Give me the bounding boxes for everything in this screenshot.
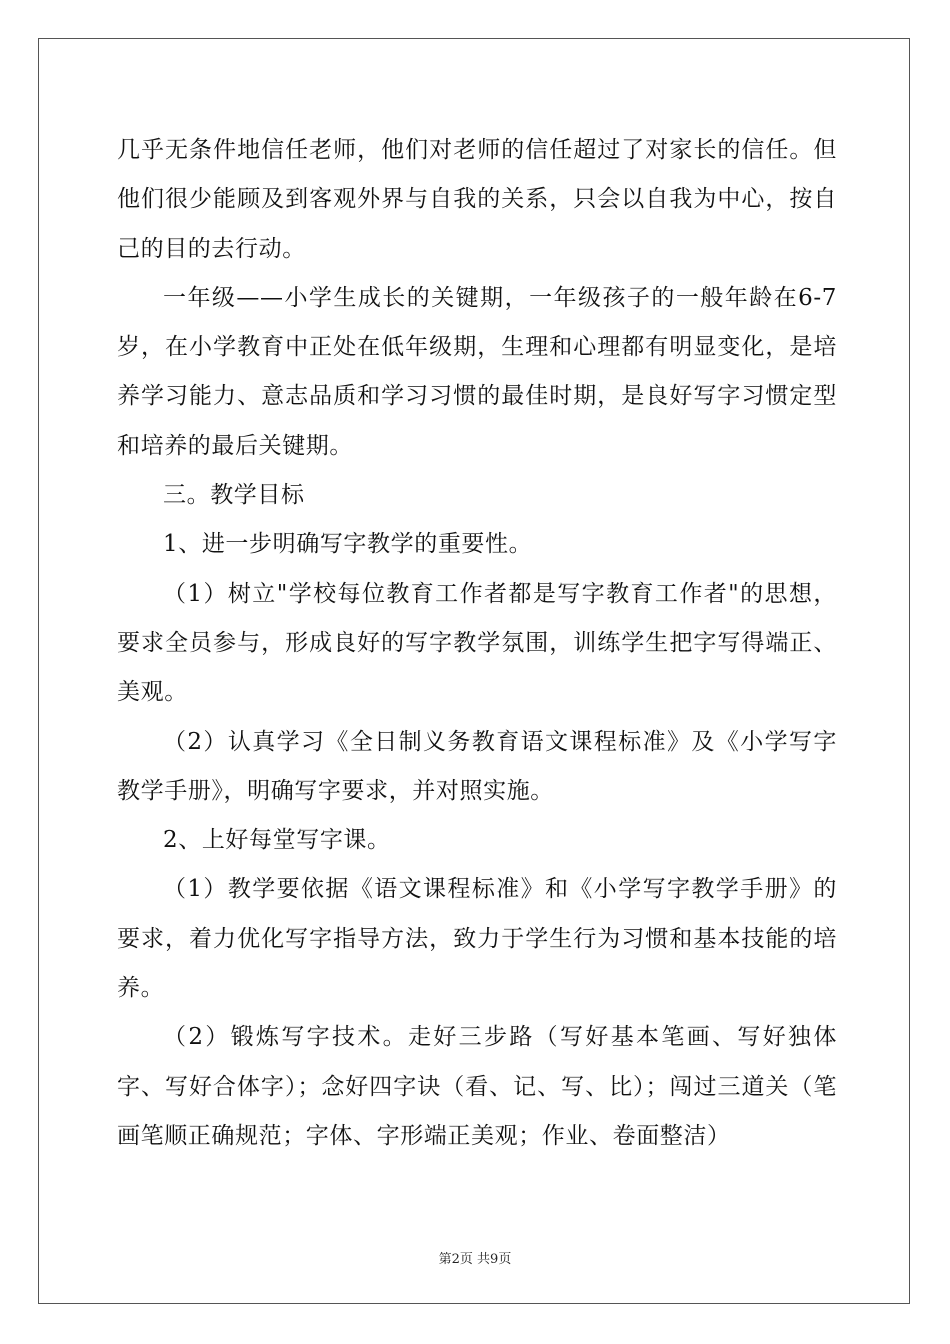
paragraph-goal-2: 2、上好每堂写字课。 — [163, 827, 391, 854]
paragraph-goal-1-2: （2）认真学习《全日制义务教育语文课程标准》及《小学写字教学手册》，明确写字要求，并对照实施。 — [117, 728, 837, 804]
section-heading: 三。教学目标 — [163, 482, 305, 509]
paragraph-goal-2-1: （1）教学要依据《语文课程标准》和《小学写字教学手册》的要求，着力优化写字指导方法，致力于学生行为习惯和基本技能的培养。 — [117, 876, 837, 1002]
paragraph-goal-1: 1、进一步明确写字教学的重要性。 — [163, 531, 533, 558]
paragraph-2: 一年级——小学生成长的关键期，一年级孩子的一般年龄在6-7岁，在小学教育中正处在低年级期，生理和心理都有明显变化，是培养学习能力、意志品质和学习习惯的最佳时期，是良好写字习惯定型和培养的最后关键期。 — [117, 284, 837, 459]
paragraph-goal-2-2: （2）锻炼写字技术。走好三步路（写好基本笔画、写好独体字、写好合体字）；念好四字诀（看、记、写、比）；闯过三道关（笔画笔顺正确规范；字体、字形端正美观；作业、卷面整洁） — [117, 1024, 837, 1149]
paragraph-1: 几乎无条件地信任老师，他们对老师的信任超过了对家长的信任。但他们很少能顾及到客观外界与自我的关系，只会以自我为中心，按自己的目的去行动。 — [117, 137, 837, 262]
document-body — [117, 126, 837, 1161]
page-footer: 第2页 共9页 — [438, 1252, 512, 1267]
paragraph-goal-1-1: （1）树立"学校每位教育工作者都是写字教育工作者"的思想，要求全员参与，形成良好的写字教学氛围，训练学生把字写得端正、美观。 — [117, 580, 837, 706]
